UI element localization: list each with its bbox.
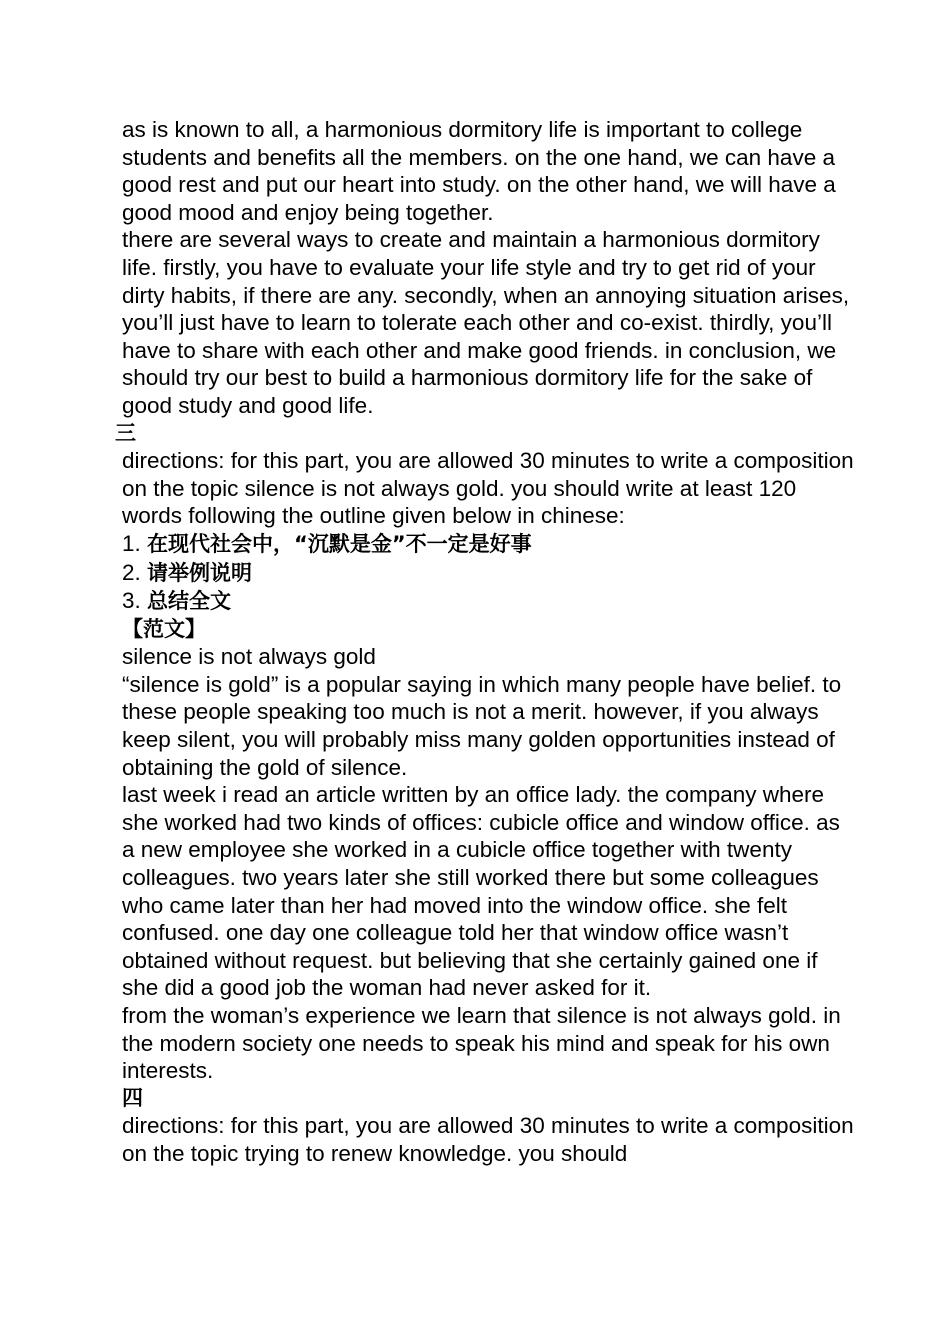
outline-text: 在现代社会中，“沉默是金”不一定是好事	[147, 531, 532, 556]
outline-item-2	[115, 559, 855, 588]
model-essay-label: 【范文】	[122, 616, 206, 641]
directions-3: directions: for this part, you are allowed 30 minutes to write a composition on the topic silence is not always gold. you should write at least 120 words following the outline given below in chinese:	[122, 448, 860, 529]
outline-text: 请举例说明	[147, 560, 253, 585]
directions-4: directions: for this part, you are allowed 30 minutes to write a composition on the topic trying to renew knowledge. you should	[122, 1113, 860, 1166]
outline-number: 3.	[122, 588, 141, 614]
essay-paragraph-2: last week i read an article written by an office lady. the company where she worked had two kinds of offices: cubicle office and window office. as a new employee she worked in a cubicle office together with twenty colleagues. two years later she still worked there but some colleagues who came later than her had moved into the window office. she felt confused. one day one colleague told her that window office wasn’t obtained without request. but believing that she certainly gained one if she did a good job the woman had never asked for it.	[122, 782, 847, 1001]
outline-item-3	[115, 587, 855, 616]
essay-paragraph-1: “silence is gold” is a popular saying in which many people have belief. to these people speaking too much is not a merit. however, if you always keep silent, you will probably miss many golden opportunities instead of obtaining the gold of silence.	[122, 671, 848, 780]
document-page	[115, 116, 860, 1168]
essay-paragraph-3: from the woman’s experience we learn that silence is not always gold. in the modern society one needs to speak his mind and speak for his own interests.	[122, 1003, 847, 1084]
outline-number: 2.	[122, 559, 141, 585]
outline-text: 总结全文	[147, 589, 232, 614]
section-heading-3: 三	[115, 420, 136, 445]
essay-title: silence is not always gold	[122, 644, 376, 670]
outline-item-1	[115, 530, 855, 559]
section-heading-4: 四	[122, 1085, 143, 1110]
paragraph-ways: there are several ways to create and maintain a harmonious dormitory life. firstly, you have to evaluate your life style and try to get rid of your dirty habits, if there are any. secondly, when an annoying situation arises, you’ll just have to learn to tolerate each other and co-exist. thirdly, you’ll have to share with each other and make good friends. in conclusion, we should try our best to build a harmonious dormitory life for the sake of good study and good life.	[122, 227, 856, 418]
outline-number: 1.	[122, 530, 141, 556]
paragraph-benefits: as is known to all, a harmonious dormitory life is important to college students and benefits all the members. on the one hand, we can have a good rest and put our heart into study. on the other hand, we will have a good mood and enjoy being together.	[122, 117, 843, 225]
